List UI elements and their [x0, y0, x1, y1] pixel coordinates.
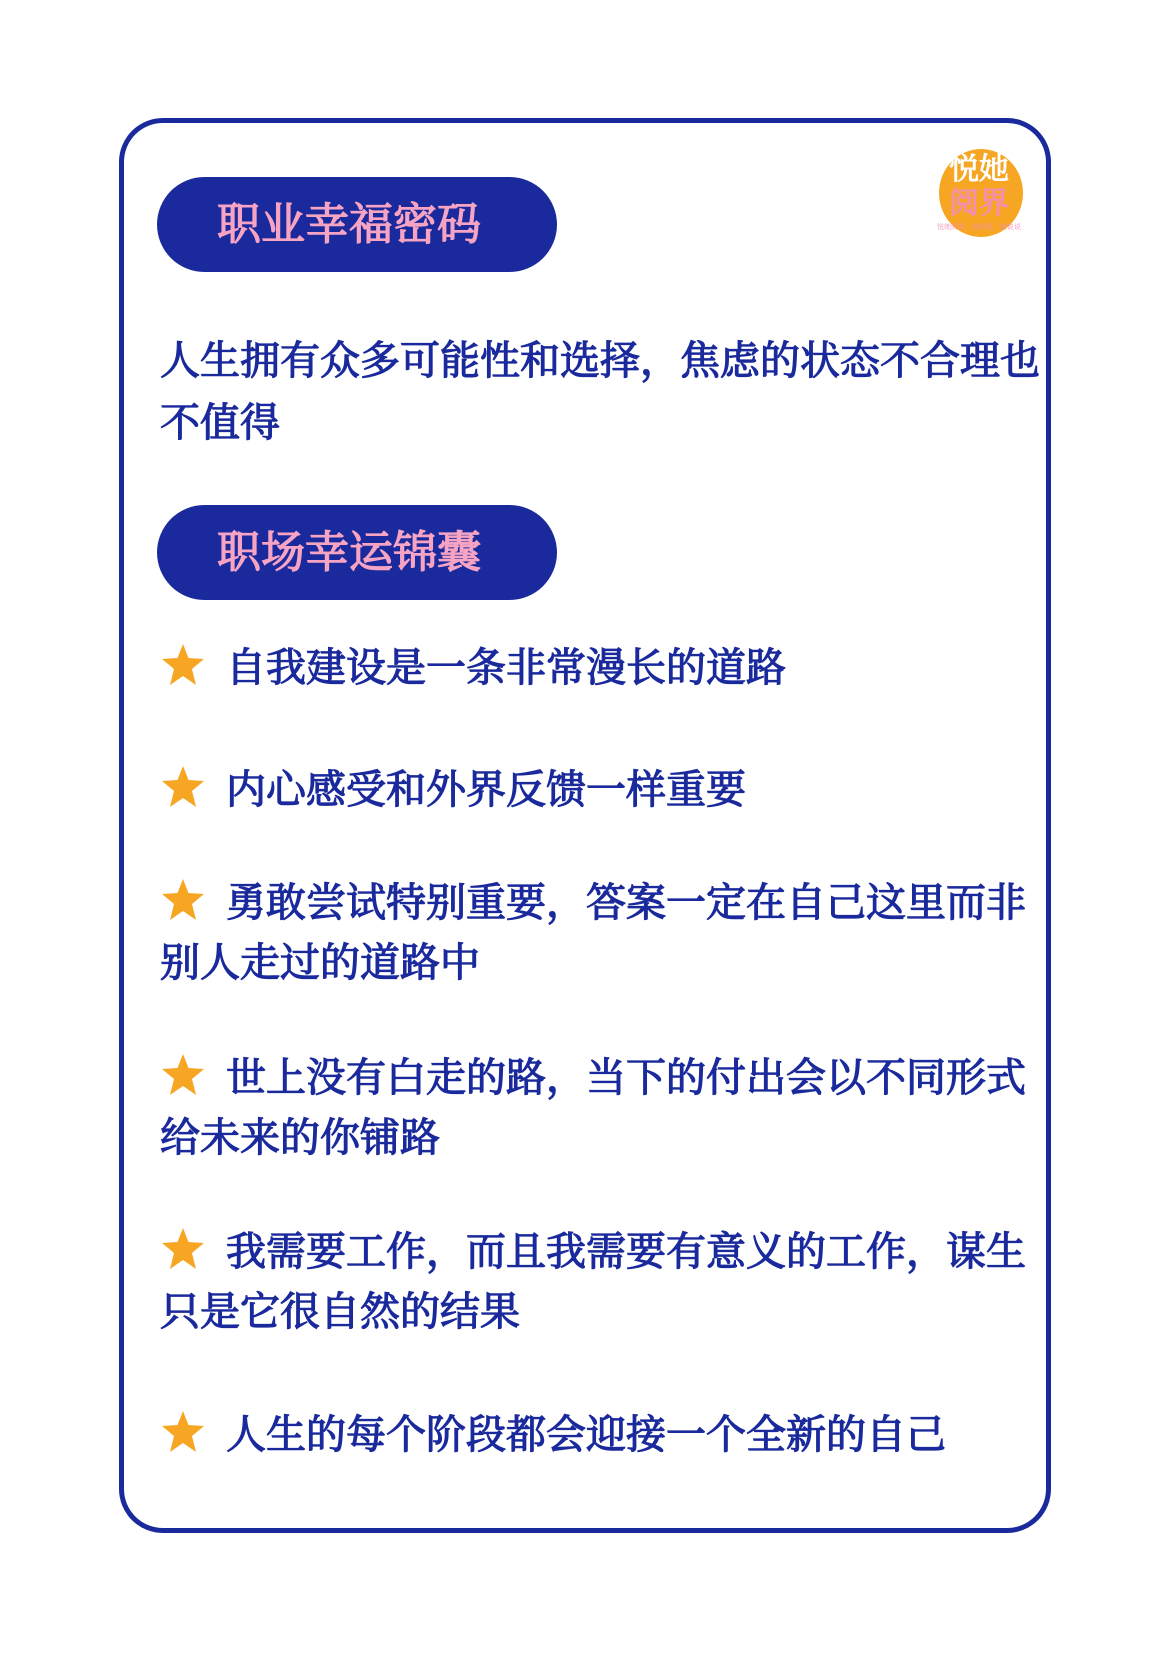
star-icon: [160, 1409, 206, 1455]
star-icon: [160, 1226, 206, 1272]
svg-text:阅界: 阅界: [949, 186, 1009, 221]
tip-text: 自我建设是一条非常漫长的道路: [226, 645, 786, 691]
brand-logo: [929, 143, 1029, 248]
star-icon: [160, 877, 206, 923]
star-icon: [160, 642, 206, 688]
tip-text: 人生的每个阶段都会迎接一个全新的自己: [226, 1412, 946, 1458]
tip-text: 内心感受和外界反馈一样重要: [226, 767, 746, 813]
svg-text:悦她阅界，她故事，她说说: 悦她阅界，她故事，她说说: [937, 223, 1021, 231]
section-heading-lucky-tips: 职场幸运锦囊: [157, 505, 557, 600]
list-item: [160, 873, 1030, 993]
list-item: [160, 1222, 1030, 1342]
tip-text: 我需要工作，而且我需要有意义的工作，谋生只是它很自然的结果: [160, 1229, 1026, 1335]
svg-text:悦她: 悦她: [949, 152, 1009, 187]
star-icon: [160, 1052, 206, 1098]
star-icon: [160, 764, 206, 810]
list-item: [160, 1405, 1030, 1465]
list-item: [160, 1048, 1030, 1168]
tip-text: 世上没有白走的路，当下的付出会以不同形式给未来的你铺路: [160, 1055, 1026, 1161]
section-heading-career-happiness: 职业幸福密码: [157, 177, 557, 272]
list-item: [160, 638, 1030, 698]
list-item: [160, 760, 1030, 820]
tip-text: 勇敢尝试特别重要，答案一定在自己这里而非别人走过的道路中: [160, 880, 1026, 986]
section-body-text: 人生拥有众多可能性和选择，焦虑的状态不合理也不值得: [160, 338, 1040, 446]
